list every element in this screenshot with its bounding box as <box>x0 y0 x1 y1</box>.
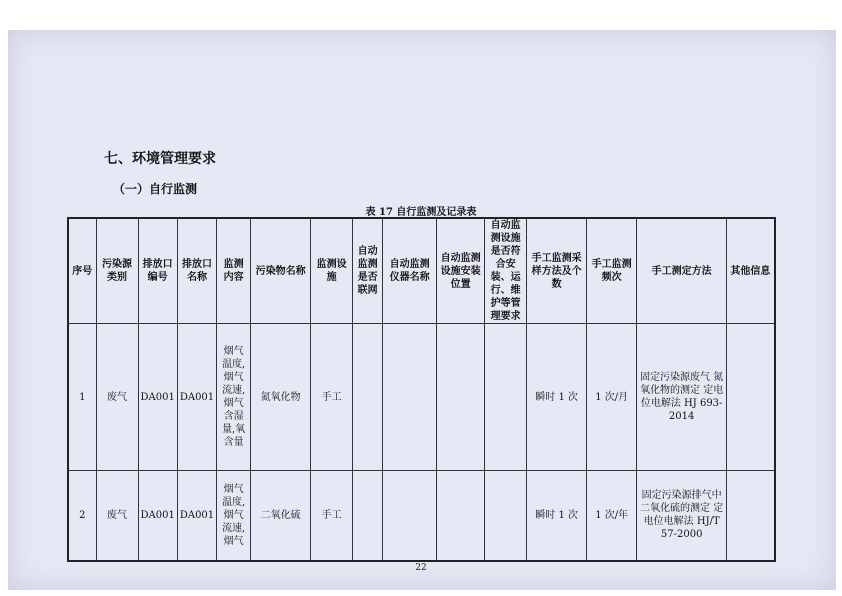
header-cell: 序号 <box>68 218 96 324</box>
cell-auto-compliance <box>485 471 527 561</box>
cell-sampling: 瞬时 1 次 <box>527 324 587 471</box>
header-cell: 其他信息 <box>727 218 775 324</box>
cell-frequency: 1 次/月 <box>587 324 637 471</box>
header-cell: 排放口名称 <box>177 218 216 324</box>
cell-content: 烟气温度,烟气流速,烟气 <box>217 471 251 561</box>
cell-no: 2 <box>68 471 96 561</box>
monitoring-table <box>67 217 776 562</box>
header-cell: 自动监测仪器名称 <box>383 218 437 324</box>
cell-pollutant: 氮氧化物 <box>251 324 311 471</box>
cell-facility: 手工 <box>311 471 353 561</box>
header-cell: 自动监测设施安装位置 <box>437 218 485 324</box>
header-cell: 排放口编号 <box>138 218 177 324</box>
header-cell: 自动监测是否联网 <box>353 218 383 324</box>
header-cell: 监测设施 <box>311 218 353 324</box>
cell-sampling: 瞬时 1 次 <box>527 471 587 561</box>
cell-outlet-name: DA001 <box>177 324 216 471</box>
header-cell: 自动监测设施是否符合安装、运行、维护等管理要求 <box>485 218 527 324</box>
cell-other <box>727 471 775 561</box>
cell-auto-networked <box>353 324 383 471</box>
subsection-title: （一）自行监测 <box>113 182 198 196</box>
cell-auto-location <box>437 324 485 471</box>
header-cell: 手工测定方法 <box>637 218 727 324</box>
header-cell: 监测内容 <box>217 218 251 324</box>
cell-other <box>727 324 775 471</box>
header-cell: 污染物名称 <box>251 218 311 324</box>
cell-source-type: 废气 <box>96 324 138 471</box>
cell-facility: 手工 <box>311 324 353 471</box>
cell-no: 1 <box>68 324 96 471</box>
cell-source-type: 废气 <box>96 471 138 561</box>
cell-outlet-name: DA001 <box>177 471 216 561</box>
cell-method: 固定污染源排气中二氧化硫的测定 定电位电解法 HJ/T 57-2000 <box>637 471 727 561</box>
header-cell: 手工监测采样方法及个数 <box>527 218 587 324</box>
cell-outlet-code: DA001 <box>138 324 177 471</box>
cell-auto-instrument <box>383 471 437 561</box>
page-number: 22 <box>415 563 427 573</box>
cell-frequency: 1 次/年 <box>587 471 637 561</box>
cell-method: 固定污染源废气 氮氧化物的测定 定电位电解法 HJ 693-2014 <box>637 324 727 471</box>
cell-auto-instrument <box>383 324 437 471</box>
page-top-margin <box>0 0 842 12</box>
header-cell: 污染源类别 <box>96 218 138 324</box>
header-row <box>68 218 775 324</box>
cell-outlet-code: DA001 <box>138 471 177 561</box>
header-cell: 手工监测频次 <box>587 218 637 324</box>
table-caption: 表 17 自行监测及记录表 <box>365 207 477 218</box>
cell-content: 烟气温度,烟气流速,烟气含湿量,氧含量 <box>217 324 251 471</box>
section-title: 七、环境管理要求 <box>104 151 216 167</box>
table-row <box>68 471 775 561</box>
cell-pollutant: 二氧化硫 <box>251 471 311 561</box>
cell-auto-compliance <box>485 324 527 471</box>
cell-auto-location <box>437 471 485 561</box>
cell-auto-networked <box>353 471 383 561</box>
table-row <box>68 324 775 471</box>
